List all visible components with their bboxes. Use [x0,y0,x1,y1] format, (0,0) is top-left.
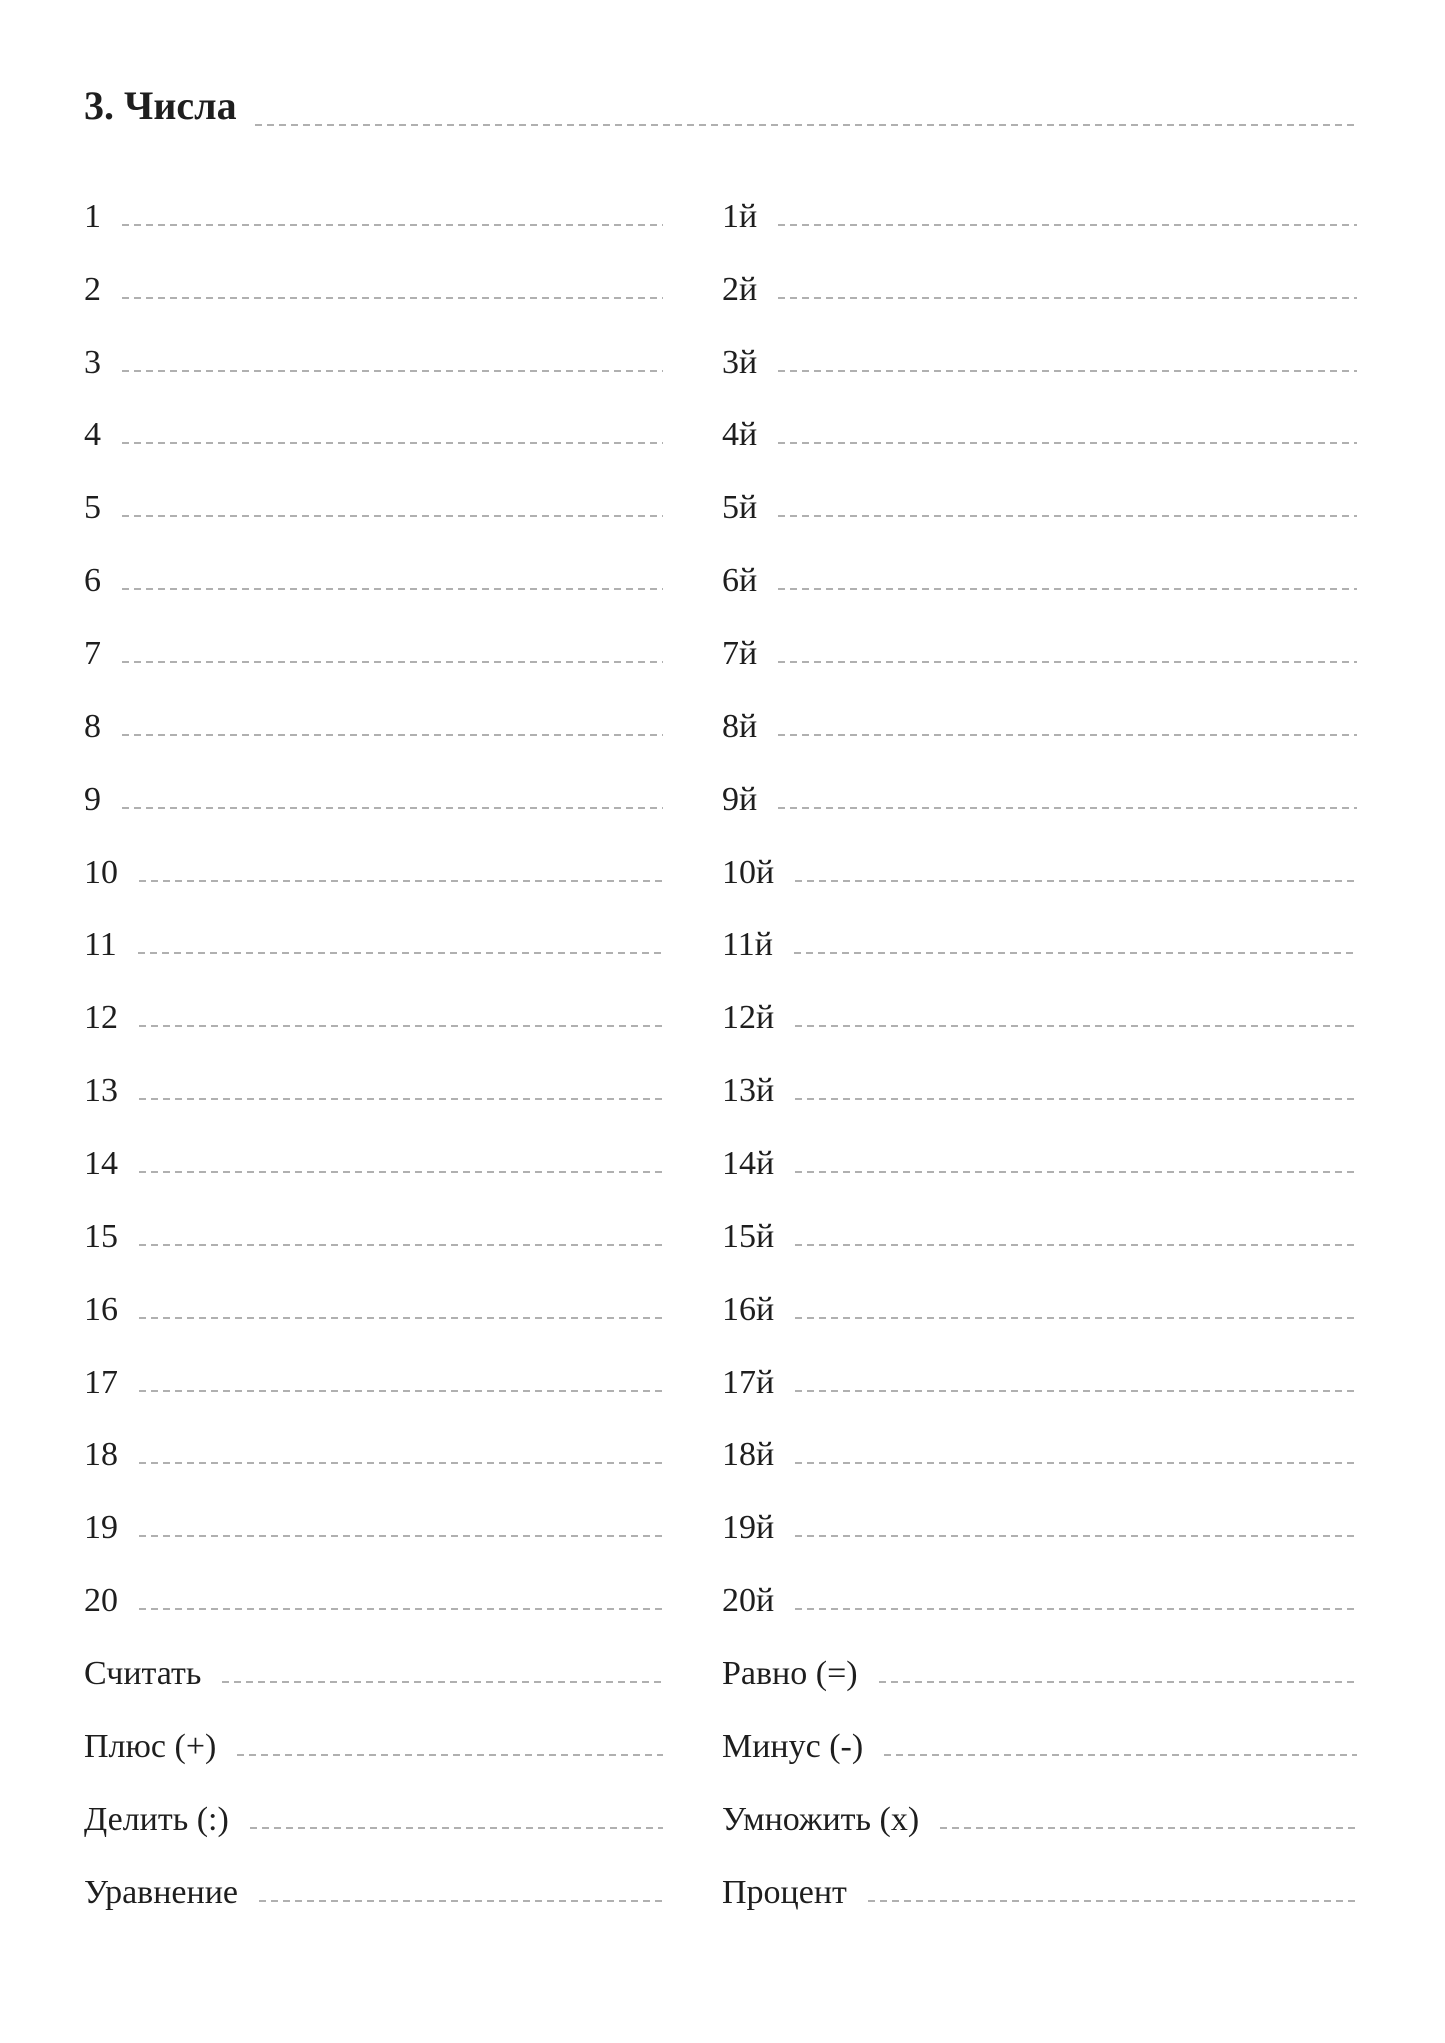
answer-line [795,1390,1357,1392]
answer-line [778,224,1357,226]
answer-line [122,224,663,226]
answer-line [122,661,663,663]
answer-line [139,880,663,882]
number-row [84,1691,663,1764]
ordinal-row [722,1837,1357,1910]
ordinal-row [722,1108,1357,1181]
term-label: 19 [84,1509,118,1547]
answer-line [795,1025,1357,1027]
numbers-column [84,161,663,1910]
number-row [84,234,663,307]
number-row [84,525,663,598]
answer-line [139,1171,663,1173]
ordinal-row [722,890,1357,963]
term-label: 4 [84,416,101,454]
answer-line [122,734,663,736]
ordinal-row [722,1545,1357,1618]
number-row [84,1837,663,1910]
answer-line [122,370,663,372]
answer-line [122,297,663,299]
term-label: 10 [84,853,118,891]
term-label: Плюс (+) [84,1727,217,1765]
number-row [84,1545,663,1618]
term-label: Минус (-) [722,1727,864,1765]
number-row [84,1618,663,1691]
term-label: 7й [722,635,758,673]
ordinal-row [722,744,1357,817]
answer-line [139,1317,663,1319]
answer-line [778,588,1357,590]
answer-line [884,1754,1357,1756]
number-row [84,1181,663,1254]
answer-line [122,807,663,809]
answer-line [237,1754,663,1756]
number-row [84,890,663,963]
term-label: 9й [722,780,758,818]
ordinal-row [722,1181,1357,1254]
answer-line [778,734,1357,736]
ordinal-row [722,962,1357,1035]
ordinal-row [722,1618,1357,1691]
answer-line [778,370,1357,372]
number-row [84,1327,663,1400]
answer-line [122,588,663,590]
term-label: 3й [722,343,758,381]
term-label: 6 [84,562,101,600]
term-label: 12 [84,999,118,1037]
number-row [84,452,663,525]
number-row [84,744,663,817]
term-label: Равно (=) [722,1655,858,1693]
ordinal-row [722,817,1357,890]
answer-line [868,1900,1357,1902]
term-label: Уравнение [84,1873,238,1911]
header-dashed-line [255,124,1357,126]
term-label: 10й [722,853,775,891]
answer-line [795,1098,1357,1100]
ordinal-row [722,161,1357,234]
term-label: 18 [84,1436,118,1474]
answer-line [940,1827,1357,1829]
number-row [84,161,663,234]
answer-line [259,1900,663,1902]
answer-line [795,1317,1357,1319]
term-label: 11й [722,926,773,964]
answer-line [139,1025,663,1027]
term-label: 15 [84,1217,118,1255]
ordinal-row [722,525,1357,598]
answer-line [139,1535,663,1537]
answer-line [778,297,1357,299]
term-label: 7 [84,635,101,673]
answer-line [795,1608,1357,1610]
term-label: 18й [722,1436,775,1474]
answer-line [778,807,1357,809]
answer-line [795,1171,1357,1173]
answer-line [879,1681,1357,1683]
ordinal-row [722,598,1357,671]
number-row [84,1108,663,1181]
answer-line [139,1244,663,1246]
number-row [84,962,663,1035]
answer-line [122,515,663,517]
ordinal-row [722,1691,1357,1764]
number-row [84,817,663,890]
term-label: 16й [722,1290,775,1328]
ordinal-row [722,1035,1357,1108]
term-label: 14й [722,1145,775,1183]
term-label: 15й [722,1217,775,1255]
term-label: 8й [722,707,758,745]
ordinal-row [722,234,1357,307]
ordinal-row [722,452,1357,525]
number-row [84,1254,663,1327]
answer-line [795,880,1357,882]
ordinal-row [722,1472,1357,1545]
answer-line [795,1462,1357,1464]
term-label: 20 [84,1582,118,1620]
term-label: 1й [722,197,758,235]
term-label: 11 [84,926,117,964]
ordinal-row [722,307,1357,380]
answer-line [139,1390,663,1392]
term-label: 19й [722,1509,775,1547]
term-label: Процент [722,1873,847,1911]
answer-line [222,1681,663,1683]
term-label: 6й [722,562,758,600]
answer-line [250,1827,663,1829]
ordinals-column [722,161,1357,1910]
term-label: Делить (:) [84,1800,229,1838]
term-label: 13й [722,1072,775,1110]
term-label: 4й [722,416,758,454]
answer-line [139,1608,663,1610]
term-label: 17 [84,1363,118,1401]
section-header [84,83,1357,128]
ordinal-row [722,671,1357,744]
term-label: 1 [84,197,101,235]
answer-line [794,952,1357,954]
answer-line [778,442,1357,444]
answer-line [122,442,663,444]
answer-line [795,1535,1357,1537]
number-row [84,1472,663,1545]
ordinal-row [722,1327,1357,1400]
answer-line [138,952,663,954]
number-row [84,307,663,380]
number-row [84,380,663,453]
term-label: 17й [722,1363,775,1401]
answer-line [778,661,1357,663]
term-label: 13 [84,1072,118,1110]
term-label: 14 [84,1145,118,1183]
ordinal-row [722,1764,1357,1837]
number-row [84,1764,663,1837]
ordinal-row [722,1400,1357,1473]
term-label: 2й [722,270,758,308]
term-label: 12й [722,999,775,1037]
answer-line [795,1244,1357,1246]
term-label: 20й [722,1582,775,1620]
number-row [84,598,663,671]
number-row [84,1400,663,1473]
term-label: 5й [722,489,758,527]
term-label: 3 [84,343,101,381]
term-label: 5 [84,489,101,527]
section-title: 3. Числа [84,83,237,128]
answer-line [139,1098,663,1100]
term-label: Умножить (x) [722,1800,920,1838]
answer-line [139,1462,663,1464]
answer-line [778,515,1357,517]
term-label: 2 [84,270,101,308]
term-label: 9 [84,780,101,818]
term-label: 16 [84,1290,118,1328]
ordinal-row [722,380,1357,453]
term-label: 8 [84,707,101,745]
term-label: Считать [84,1655,202,1693]
number-row [84,671,663,744]
ordinal-row [722,1254,1357,1327]
number-row [84,1035,663,1108]
